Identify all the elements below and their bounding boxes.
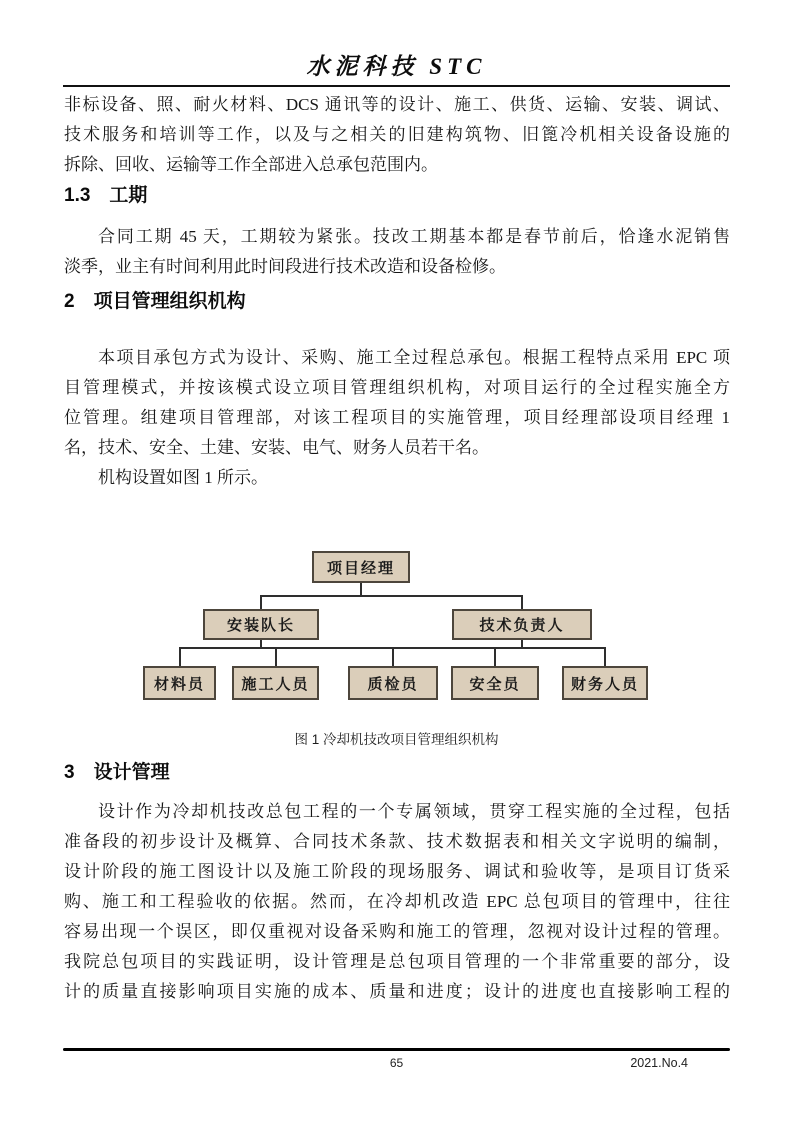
body-line: 拆除、回收、运输等工作全部进入总承包范围内。 xyxy=(64,155,438,174)
section-heading-2: 2 项目管理组织机构 xyxy=(64,291,246,312)
paragraph-organization xyxy=(64,343,730,463)
connector-line xyxy=(604,647,606,666)
org-box-safety-officer: 安全员 xyxy=(451,666,539,700)
org-box-construction-staff: 施工人员 xyxy=(232,666,319,700)
body-line: 技术服务和培训等工作，以及与之相关的旧建构筑物、旧篦冷机相关设备设施的 xyxy=(64,125,730,144)
org-box-quality-inspector: 质检员 xyxy=(348,666,438,700)
body-line: 非标设备、照、耐火材料、DCS 通讯等的设计、施工、供货、运输、安装、调试、 xyxy=(64,95,730,114)
connector-line xyxy=(260,595,262,609)
body-line: 准备段的初步设计及概算、合同技术条款、技术数据表和相关文字说明的编制， xyxy=(64,832,730,851)
org-box-tech-lead: 技术负责人 xyxy=(452,609,592,640)
page-number: 65 xyxy=(389,1056,404,1070)
connector-line xyxy=(521,595,523,609)
issue-label: 2021.No.4 xyxy=(630,1056,688,1070)
section-heading-1-3: 1.3 工期 xyxy=(64,185,148,206)
org-box-material-staff: 材料员 xyxy=(143,666,216,700)
body-line: 设计作为冷却机技改总包工程的一个专属领域，贯穿工程实施的全过程，包括 xyxy=(98,802,730,821)
connector-line xyxy=(275,647,277,666)
body-line: 淡季，业主有时间利用此时间段进行技术改造和设备检修。 xyxy=(64,257,506,276)
connector-line xyxy=(392,647,394,666)
connector-line xyxy=(521,640,523,647)
figure-intro xyxy=(64,463,730,493)
connector-line xyxy=(260,640,262,647)
body-line: 设计阶段的施工图设计以及施工阶段的现场服务、调试和验收等，是项目订货采 xyxy=(64,862,730,881)
body-line: 名，技术、安全、土建、安装、电气、财务人员若干名。 xyxy=(64,438,489,457)
org-box-project-manager: 项目经理 xyxy=(312,551,410,583)
body-line: 购、施工和工程验收的依据。然而，在冷却机改造 EPC 总包项目的管理中，往往 xyxy=(64,892,730,911)
org-chart xyxy=(136,545,656,705)
body-line: 机构设置如图 1 所示。 xyxy=(98,468,268,487)
paragraph-design-management xyxy=(64,797,730,1007)
journal-title: 水泥科技 STC xyxy=(306,54,487,79)
paragraph-scope xyxy=(64,90,730,180)
org-box-install-leader: 安装队长 xyxy=(203,609,319,640)
connector-line xyxy=(260,595,523,597)
body-line: 容易出现一个误区，即仅重视对设备采购和施工的管理，忽视对设计过程的管理。 xyxy=(64,922,730,941)
body-line: 计的质量直接影响项目实施的成本、质量和进度；设计的进度也直接影响工程的 xyxy=(64,982,730,1001)
figure-caption: 图 1 冷却机技改项目管理组织机构 xyxy=(294,732,499,747)
connector-line xyxy=(360,583,362,595)
body-line: 我院总包项目的实践证明，设计管理是总包项目管理的一个非常重要的部分，设 xyxy=(64,952,730,971)
footer-rule xyxy=(63,1048,730,1051)
paragraph-duration xyxy=(64,222,730,282)
section-heading-3: 3 设计管理 xyxy=(64,762,170,783)
body-line: 位管理。组建项目管理部，对该工程项目的实施管理，项目经理部设项目经理 1 xyxy=(64,408,730,427)
body-line: 合同工期 45 天，工期较为紧张。技改工期基本都是春节前后，恰逢水泥销售 xyxy=(98,227,730,246)
org-box-finance-staff: 财务人员 xyxy=(562,666,648,700)
connector-line xyxy=(494,647,496,666)
body-line: 目管理模式，并按该模式设立项目管理组织机构，对项目运行的全过程实施全方 xyxy=(64,378,730,397)
connector-line xyxy=(179,647,181,666)
header-rule xyxy=(63,85,730,87)
body-line: 本项目承包方式为设计、采购、施工全过程总承包。根据工程特点采用 EPC 项 xyxy=(98,348,730,367)
